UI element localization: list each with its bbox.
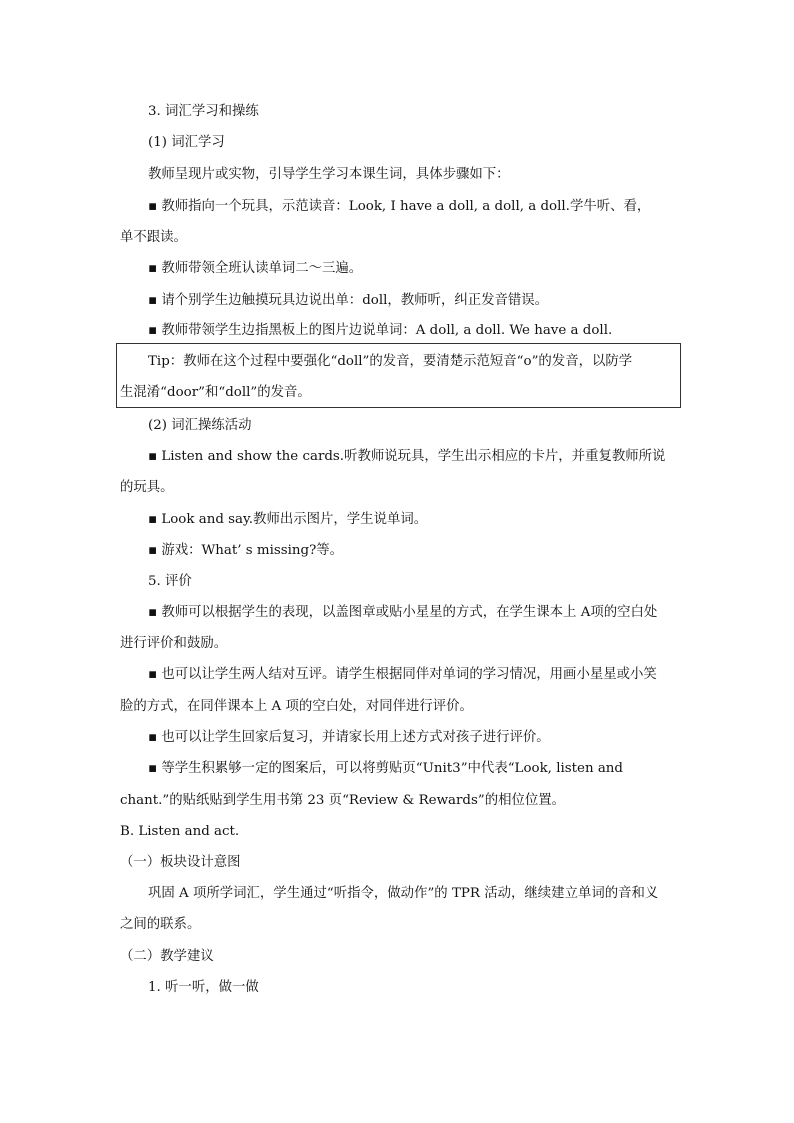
tip-text: Tip：教师在这个过程中要强化“doll”的发音，要清楚示范短音“o”的发音，以防学 <box>148 354 633 369</box>
bullet-teacher-points-toy-cont: 单不跟读。 <box>120 230 187 245</box>
section-heading-vocabulary: 3. 词汇学习和操练 <box>148 104 259 119</box>
paragraph-intro: 教师呈现片或实物，引导学生学习本课生词，具体步骤如下： <box>148 167 510 182</box>
bullet-home-review: ▪ 也可以让学生回家后复习，并请家长用上述方式对孩子进行评价。 <box>148 730 550 745</box>
bullet-teacher-points-toy: ▪ 教师指向一个玩具，示范读音：Look, I have a doll, a doll, a doll.学牛听、看， <box>148 199 651 214</box>
bullet-individual-say: ▪ 请个别学生边触摸玩具边说出单：doll，教师听，纠正发音错误。 <box>148 293 549 308</box>
section-heading-listen-act: B. Listen and act. <box>120 824 240 839</box>
bullet-listen-show: ▪ Listen and show the cards.听教师说玩具，学生出示相应的卡片，并重复教师所说 <box>148 449 666 464</box>
bullet-peer-evaluation: ▪ 也可以让学生两人结对互评。请学生根据同伴对单词的学习情况，用画小星星或小笑 <box>148 667 657 682</box>
section-heading-evaluation: 5. 评价 <box>148 574 192 589</box>
subheading-listen-do: 1. 听一听，做一做 <box>148 980 259 995</box>
bullet-stickers-cont: chant.”的贴纸贴到学生用书第 23 页“Review & Rewards”的相位位置。 <box>120 793 566 808</box>
bullet-stamp-stars: ▪ 教师可以根据学生的表现，以盖图章或贴小星星的方式，在学生课本上 A项的空白处 <box>148 605 658 620</box>
bullet-stamp-stars-cont: 进行评价和鼓励。 <box>120 636 228 651</box>
bullet-point-board: ▪ 教师带领学生边指黑板上的图片边说单词：A doll, a doll. We have a doll. <box>148 323 613 338</box>
bullet-stickers: ▪ 等学生积累够一定的图案后，可以将剪贴页“Unit3”中代表“Look, listen and <box>148 761 623 776</box>
paragraph-consolidate-cont: 之间的联系。 <box>120 917 201 932</box>
bullet-class-read: ▪ 教师带领全班认读单词二～三遍。 <box>148 261 363 276</box>
paragraph-consolidate: 巩固 A 项所学词汇，学生通过“听指令，做动作”的 TPR 活动，继续建立单词的音和义 <box>148 886 659 901</box>
bullet-game: ▪ 游戏：What’ s missing?等。 <box>148 543 344 558</box>
bullet-listen-show-cont: 的玩具。 <box>120 480 174 495</box>
bullet-look-say: ▪ Look and say.教师出示图片，学生说单词。 <box>148 512 428 527</box>
subheading-vocabulary-practice: (2) 词汇操练活动 <box>148 418 252 433</box>
bullet-peer-evaluation-cont: 脸的方式，在同伴课本上 A 项的空白处，对同伴进行评价。 <box>120 699 473 714</box>
subheading-teaching-suggestions: （二）教学建议 <box>120 949 214 964</box>
subheading-design-intent: （一）板块设计意图 <box>120 855 241 870</box>
subheading-vocabulary-learning: (1) 词汇学习 <box>148 135 225 150</box>
tip-text-cont: 生混淆“door”和“doll”的发音。 <box>120 385 311 400</box>
